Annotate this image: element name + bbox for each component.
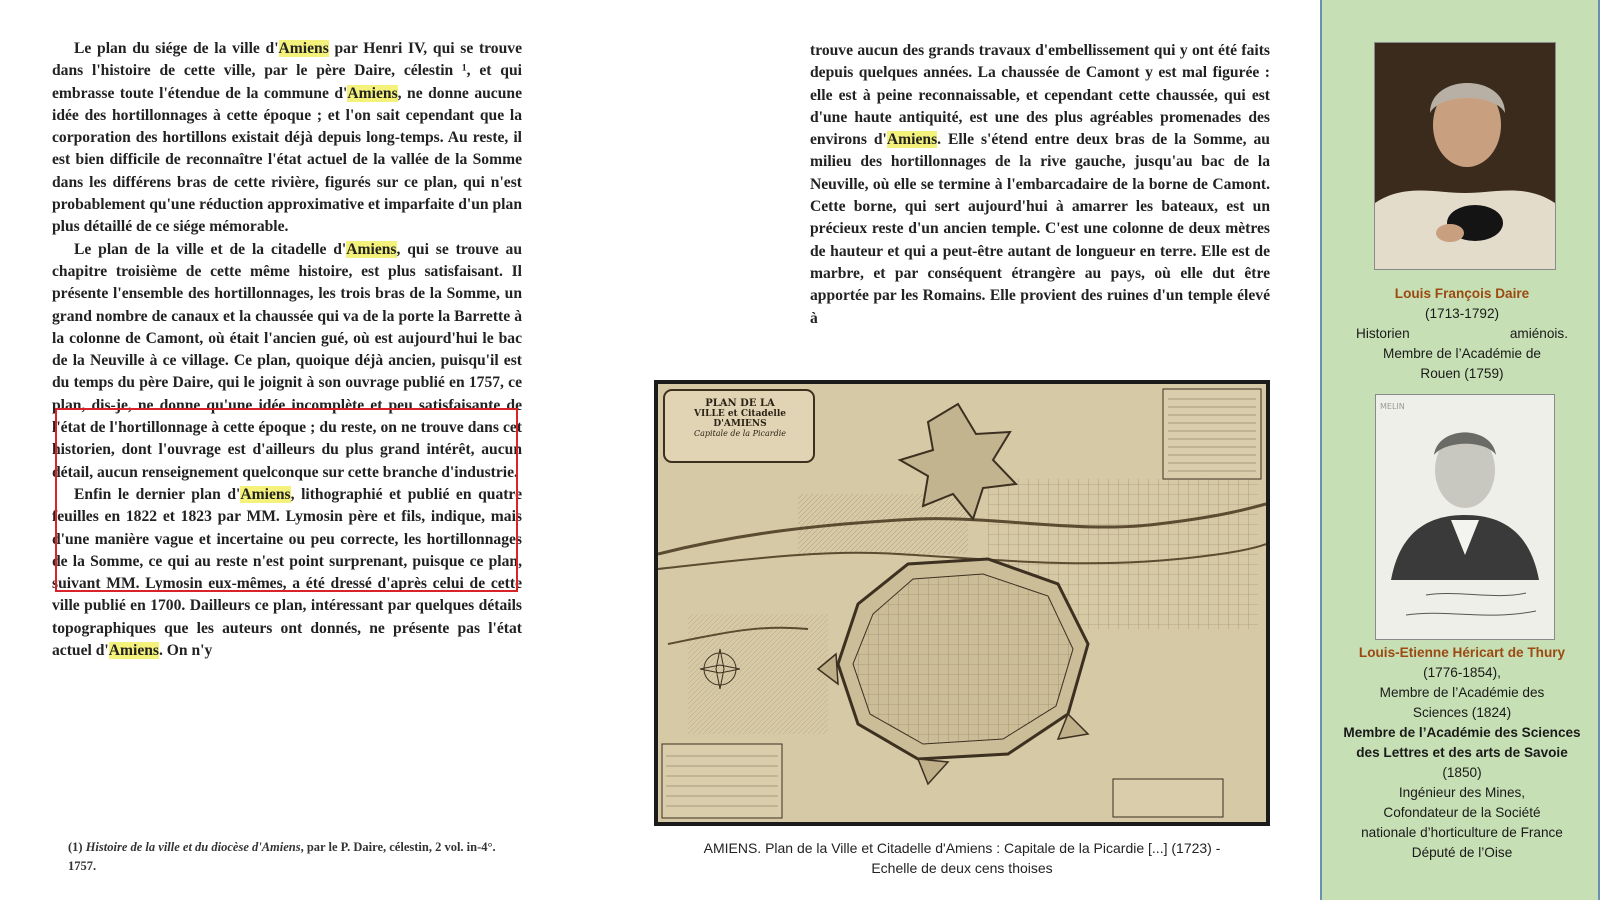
right-page-text [810, 40, 1270, 330]
highlight-amiens: Amiens [278, 40, 329, 57]
map-caption: AMIENS. Plan de la Ville et Citadelle d'Amiens : Capitale de la Picardie [...] (1723) - Echelle de deux cens thoises [703, 840, 1221, 876]
map-cartouche: PLAN DE LA VILLE et Citadelle D'AMIENS Capitale de la Picardie [693, 398, 787, 438]
person1-info: Louis François Daire (1713-1792) Historien amiénois. Membre de l’Académie de Rouen (1759) [1342, 284, 1582, 384]
paragraph-continued: trouve aucun des grands travaux d'embellissement qui y ont été faits depuis quelques années. La chaussée de Camont y est mal figurée : elle est à peine reconnaissable, et cependant cette chaussée, qui est d'une haute antiquité, est une des plus agréables promenades des environs d'Amiens. Elle s'étend entre deux bras de la Somme, au milieu des hortillonnages de la rive gauche, jusqu'au bac de la Neuville, où elle se termine à l'embarcadaire de la borne de Camont. Cette borne, qui sert aujourd'hui à amarrer les bateaux, est un précieux reste d'un ancien temple. C'est une colonne de deux mètres de hauteur et qui a peut-être autant de longueur en terre. Elle est de marbre, et par conséquent étrangère au pays, où elle dut être apportée par les Romains. Elle provient des ruines d'un temple élevé à [810, 42, 1270, 327]
person1-name: Louis François Daire [1394, 286, 1530, 301]
highlight-amiens: Amiens [240, 485, 291, 503]
person2-info: Louis-Etienne Héricart de Thury (1776-1854), Membre de l’Académie des Sciences (1824) Membre de l’Académie des Sciences des Lettres et des arts de Savoie (1850) Ingénieur des Mines, Cofondateur de la Société nationale d’horticulture de France Député de l’Oise [1343, 645, 1581, 860]
portrait-hericart-image [1376, 395, 1554, 639]
footnote: (1) Histoire de la ville et du diocèse d'Amiens, par le P. Daire, célestin, 2 vol. in-4°. 1757. [68, 840, 496, 873]
hericart-portrait [1375, 394, 1555, 640]
portrait-daire-image [1375, 43, 1555, 269]
amiens-map-frame [654, 380, 1270, 826]
biography-sidebar [1320, 0, 1600, 900]
red-highlight-box [55, 408, 518, 592]
amiens-map-image [658, 384, 1266, 822]
footnote-title: Histoire de la ville et du diocèse d'Amiens [85, 840, 301, 854]
person2-savoie: Membre de l’Académie des Sciences des Lettres et des arts de Savoie (1850) [1343, 725, 1581, 780]
highlight-amiens: Amiens [346, 240, 397, 258]
portrait-label: MELIN [1380, 402, 1405, 411]
person1-role: Historien amiénois. [1356, 326, 1568, 341]
highlight-amiens: Amiens [108, 642, 159, 660]
paragraph-2: Le plan de la ville et de la citadelle d'Amiens, qui se trouve au chapitre troisième de cette même histoire, est plus satisfaisant. Il présente l'ensemble des hortillonnages, les trois bras de la Somme, un grand nombre de canaux et la chaussée qui va de la porte la Barrette à la colonne de Camont, où était l'ancien gué, où est aujourd'hui le bac de la Neuville à ce village. Ce plan, quoique déjà ancien, puisqu'il est du temps du père Daire, qui le joignit à son ouvrage publié en 1757, ce plan, dis-je, ne donne qu'une idée incomplète et peu satisfaisante de l'état de l'hortillonnage à cette époque ; du reste, on ne trouve dans cet historien, dont l'ouvrage est d'ailleurs du plus grand intérêt, aucun détail, aucun renseignement quelconque sur cette branche d'industrie. [52, 240, 522, 481]
daire-portrait [1374, 42, 1556, 270]
person2-dates: (1776-1854), [1423, 665, 1501, 680]
map-drawing [658, 384, 1266, 822]
person2-name: Louis-Etienne Héricart de Thury [1358, 645, 1566, 660]
highlight-amiens: Amiens [886, 131, 938, 149]
person1-dates: (1713-1792) [1424, 306, 1500, 321]
highlight-amiens: Amiens [347, 84, 398, 102]
paragraph-1: Le plan du siége de la ville d'Amiens par Henri IV, qui se trouve dans l'histoire de cette ville, par le père Daire, célestin ¹, et qui embrasse toute l'étendue de la commune d'Amiens, ne donne aucune idée des hortillonnages à cette époque ; et l'on sait cependant que la corporation des hortillons existait déjà depuis long-temps. Au reste, il est bien difficile de reconnaître l'état actuel de la vallée de la Somme dans les différens bras de cette rivière, figurés sur ce plan, qui n'est probablement qu'une réduction approximative et imparfaite d'un plan plus détaillé de ce siége mémorable. [52, 40, 522, 236]
paragraph-3: Enfin le dernier plan d'Amiens, lithographié et publié en quatre feuilles en 1822 et 1823 par MM. Lymosin père et fils, indique, mais d'une manière vague et incertaine ou peu correcte, les hortillonnages de la Somme, ce qui au reste n'est point surprenant, puisque ce plan, suivant MM. Lymosin eux-mêmes, a été dressé d'après celui de cette ville publié en 1700. Dailleurs ce plan, intéressant par quelques détails topographiques que les auteurs ont donnés, ne présente pas l'état actuel d'Amiens. On n'y [52, 485, 522, 660]
